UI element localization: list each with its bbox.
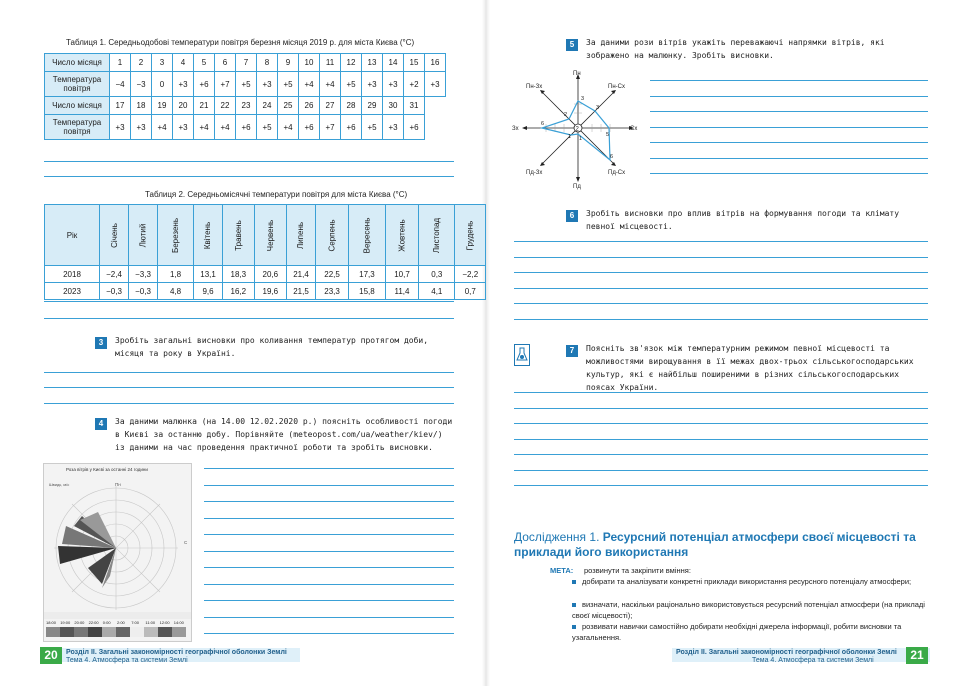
photo-time-label: 18:00 bbox=[46, 620, 57, 625]
answer-line[interactable] bbox=[650, 173, 928, 174]
table2-cell: −2,4 bbox=[100, 266, 129, 283]
table1-cell: 29 bbox=[362, 97, 383, 115]
table1-cell: 16 bbox=[425, 54, 446, 72]
table1-cell: +4 bbox=[194, 115, 215, 140]
wind-value-w: 6 bbox=[541, 121, 545, 127]
table2-cell: 0,3 bbox=[419, 266, 455, 283]
table2-month-header bbox=[419, 205, 455, 266]
research-title bbox=[514, 530, 924, 560]
table1-cell: 15 bbox=[404, 54, 425, 72]
table1-cell: 9 bbox=[278, 54, 299, 72]
table2-month-header bbox=[316, 205, 349, 266]
table1-cell: +5 bbox=[236, 72, 257, 97]
table2-row bbox=[45, 266, 486, 283]
task-7-text: Поясніть зв'язок між температурним режимом певної місцевості та можливостями вирощування в її межах двох-трьох сільськогосподарських культур, які є найбільш поширеними в різних сільськогосподарських поясах України. bbox=[586, 344, 914, 392]
table1-cell: 3 bbox=[152, 54, 173, 72]
task-6-text: Зробіть висновки про вплив вітрів на формування погоди та клімату певної місцевості. bbox=[586, 209, 900, 231]
answer-line[interactable] bbox=[514, 470, 928, 471]
task-7-number: 7 bbox=[566, 345, 578, 357]
table2-cell: 10,7 bbox=[385, 266, 418, 283]
answer-line[interactable] bbox=[650, 80, 928, 81]
table1-cell: 0 bbox=[152, 72, 173, 97]
table1-temp-label-2: Температура повітря bbox=[45, 115, 110, 140]
table1-cell: 2 bbox=[131, 54, 152, 72]
table1-caption: Таблиця 1. Середньодобові температури повітря березня місяця 2019 р. для міста Києва (°C) bbox=[66, 38, 415, 47]
table2-month-label: Грудень bbox=[465, 220, 475, 250]
table1-cell: +6 bbox=[341, 115, 362, 140]
photo-time-label: 7:00 bbox=[131, 620, 139, 625]
table2-month-header bbox=[129, 205, 158, 266]
wind-rose-photo bbox=[43, 463, 192, 642]
answer-line[interactable] bbox=[204, 551, 454, 552]
table2-month-header bbox=[287, 205, 316, 266]
wind-label-nw: Пн-Зх bbox=[526, 84, 543, 90]
wind-rose-chart-image bbox=[44, 464, 191, 641]
answer-line[interactable] bbox=[44, 176, 454, 177]
answer-line[interactable] bbox=[514, 408, 928, 409]
wind-value-ne: 3 bbox=[596, 105, 600, 111]
bullet-icon bbox=[572, 603, 576, 607]
answer-line[interactable] bbox=[514, 241, 928, 242]
right-footer-section: Розділ II. Загальні закономірності географічної оболонки Землі bbox=[676, 649, 897, 656]
table2-cell: 23,3 bbox=[316, 283, 349, 300]
left-footer-topic: Тема 4. Атмосфера та системи Землі bbox=[66, 657, 188, 664]
wind-label-se: Пд-Сх bbox=[608, 170, 626, 176]
wind-label-n: Пн bbox=[573, 71, 581, 77]
goal-bullet-2-text: визначати, наскільки раціонально використовується ресурсний потенціал атмосфери (на прикладі своєї місцевості); bbox=[572, 600, 925, 620]
table2-month-label: Листопад bbox=[432, 217, 442, 253]
answer-line[interactable] bbox=[204, 468, 454, 469]
table1-cell: +6 bbox=[236, 115, 257, 140]
goal-label: МЕТА: bbox=[550, 566, 574, 575]
table1-cell: +3 bbox=[173, 72, 194, 97]
table2-month-label: Травень bbox=[233, 219, 243, 251]
answer-line[interactable] bbox=[650, 158, 928, 159]
wind-label-ne: Пн-Сх bbox=[608, 84, 625, 90]
table1-cell: +2 bbox=[404, 72, 425, 97]
answer-line[interactable] bbox=[204, 600, 454, 601]
table1-cell: 7 bbox=[236, 54, 257, 72]
table2-cell: 13,1 bbox=[194, 266, 223, 283]
answer-line[interactable] bbox=[44, 161, 454, 162]
photo-north-label: Пн bbox=[115, 482, 121, 487]
answer-line[interactable] bbox=[44, 403, 454, 404]
table1-cell: 20 bbox=[173, 97, 194, 115]
wind-value-sw: 1 bbox=[568, 134, 572, 140]
answer-line[interactable] bbox=[204, 485, 454, 486]
task-5-text: За даними рози вітрів укажіть переважаючі напрямки вітрів, які зображено на малюнку. Зробіть висновки. bbox=[586, 38, 885, 60]
table1-cell: 22 bbox=[215, 97, 236, 115]
table2-cell: 22,5 bbox=[316, 266, 349, 283]
table1-cell: 21 bbox=[194, 97, 215, 115]
task-6-number: 6 bbox=[566, 210, 578, 222]
table2-month-label: Жовтень bbox=[397, 218, 407, 252]
left-footer-section: Розділ II. Загальні закономірності географічної оболонки Землі bbox=[66, 649, 287, 656]
answer-line[interactable] bbox=[204, 501, 454, 502]
table1-cell: 28 bbox=[341, 97, 362, 115]
table1-cell: +5 bbox=[257, 115, 278, 140]
answer-line[interactable] bbox=[650, 111, 928, 112]
table1-cell: +3 bbox=[425, 72, 446, 97]
table2-month-header bbox=[223, 205, 255, 266]
wind-label-s: Пд bbox=[573, 184, 581, 190]
wind-label-e: Сх bbox=[630, 126, 638, 132]
page-gutter bbox=[482, 0, 490, 686]
table1-cell: 14 bbox=[383, 54, 404, 72]
wind-center-value: 2 bbox=[575, 126, 579, 133]
table2-month-label: Березень bbox=[171, 217, 181, 253]
table1-cell: +4 bbox=[320, 72, 341, 97]
table1-cell: +6 bbox=[194, 72, 215, 97]
table2-month-label: Липень bbox=[296, 221, 306, 249]
table1-cell: +5 bbox=[341, 72, 362, 97]
answer-line[interactable] bbox=[514, 272, 928, 273]
wind-value-s: 1 bbox=[579, 136, 583, 142]
table1-cell: +3 bbox=[173, 115, 194, 140]
goal-bullet-3-text: розвивати навички самостійно добирати необхідні джерела інформації, робити висновки та узагальнення. bbox=[572, 622, 902, 642]
answer-line[interactable] bbox=[514, 288, 928, 289]
table2 bbox=[44, 204, 486, 300]
right-page-number: 21 bbox=[906, 647, 928, 664]
table2-cell: 4,1 bbox=[419, 283, 455, 300]
goal-bullet-1 bbox=[572, 576, 927, 587]
photo-east-label: С bbox=[184, 540, 188, 545]
research-title-text: Ресурсний потенціал атмосфери своєї місцевості та приклади його використання bbox=[514, 530, 916, 559]
research-title-prefix: Дослідження 1. bbox=[514, 530, 600, 544]
table1-cell: +4 bbox=[278, 115, 299, 140]
table1-cell: +3 bbox=[383, 115, 404, 140]
table1-day-label-2: Число місяця bbox=[45, 97, 110, 115]
table1-cell: 18 bbox=[131, 97, 152, 115]
answer-line[interactable] bbox=[514, 257, 928, 258]
table2-month-header bbox=[455, 205, 486, 266]
answer-line[interactable] bbox=[650, 127, 928, 128]
table1-cell: 4 bbox=[173, 54, 194, 72]
bullet-icon bbox=[572, 580, 576, 584]
table1-cell: 27 bbox=[320, 97, 341, 115]
table2-cell: 9,6 bbox=[194, 283, 223, 300]
photo-time-label: 2:00 bbox=[117, 620, 125, 625]
answer-line[interactable] bbox=[514, 454, 928, 455]
table1-cell: 23 bbox=[236, 97, 257, 115]
answer-line[interactable] bbox=[204, 567, 454, 568]
answer-line[interactable] bbox=[204, 518, 454, 519]
table2-cell: 21,4 bbox=[287, 266, 316, 283]
table1-cell: +4 bbox=[299, 72, 320, 97]
table1-cell: +4 bbox=[215, 115, 236, 140]
table2-row bbox=[45, 283, 486, 300]
table2-cell: 1,8 bbox=[158, 266, 194, 283]
answer-line[interactable] bbox=[44, 387, 454, 388]
answer-line[interactable] bbox=[44, 372, 454, 373]
table2-month-header bbox=[100, 205, 129, 266]
table2-cell: 16,2 bbox=[223, 283, 255, 300]
photo-time-label: 12:00 bbox=[159, 620, 170, 625]
table2-cell: −0,3 bbox=[100, 283, 129, 300]
table1-cell: 24 bbox=[257, 97, 278, 115]
table1-cell: −4 bbox=[110, 72, 131, 97]
table2-cell: −2,2 bbox=[455, 266, 486, 283]
table2-month-header bbox=[194, 205, 223, 266]
goal-bullet-2 bbox=[572, 599, 927, 621]
wind-label-w: Зх bbox=[512, 126, 519, 132]
table2-year-label: Рік bbox=[45, 205, 100, 266]
table2-cell: 15,8 bbox=[349, 283, 386, 300]
table2-caption: Таблиця 2. Середньомісячні температури повітря для міста Києва (°C) bbox=[145, 190, 408, 199]
table1 bbox=[44, 53, 446, 140]
table1-cell: 10 bbox=[299, 54, 320, 72]
table2-cell: 0,7 bbox=[455, 283, 486, 300]
wind-value-e: 5 bbox=[606, 132, 610, 138]
table2-year-cell: 2018 bbox=[45, 266, 100, 283]
table2-cell: 18,3 bbox=[223, 266, 255, 283]
table2-month-header bbox=[349, 205, 386, 266]
answer-line[interactable] bbox=[514, 392, 928, 393]
table2-month-label: Серпень bbox=[327, 218, 337, 252]
table2-month-label: Січень bbox=[109, 222, 119, 248]
table2-cell: −0,3 bbox=[129, 283, 158, 300]
table2-month-label: Червень bbox=[265, 219, 275, 251]
table1-cell: +5 bbox=[362, 115, 383, 140]
table2-cell: 4,8 bbox=[158, 283, 194, 300]
table1-cell: 25 bbox=[278, 97, 299, 115]
photo-time-label: 0:00 bbox=[102, 620, 111, 625]
table2-cell: 21,5 bbox=[287, 283, 316, 300]
photo-time-label: 22:00 bbox=[88, 620, 99, 625]
photo-title: Роза вітрів у Києві за останні 24 години bbox=[66, 467, 148, 472]
table2-month-label: Квітень bbox=[203, 221, 213, 249]
table1-cell: 30 bbox=[383, 97, 404, 115]
table1-cell: 1 bbox=[110, 54, 131, 72]
answer-line[interactable] bbox=[514, 485, 928, 486]
table1-cell: +3 bbox=[257, 72, 278, 97]
table1-cell: 31 bbox=[404, 97, 425, 115]
goal-intro: розвинути та закріпити вміння: bbox=[584, 566, 691, 575]
task-3-number: 3 bbox=[95, 337, 107, 349]
table1-cell: 26 bbox=[299, 97, 320, 115]
table2-cell: 17,3 bbox=[349, 266, 386, 283]
answer-line[interactable] bbox=[650, 142, 928, 143]
table2-month-label: Вересень bbox=[362, 217, 372, 253]
answer-line[interactable] bbox=[204, 633, 454, 634]
table1-cell: +3 bbox=[110, 115, 131, 140]
photo-time-label: 20:00 bbox=[74, 620, 85, 625]
table2-month-header bbox=[254, 205, 286, 266]
table1-cell: +7 bbox=[215, 72, 236, 97]
table1-cell: 5 bbox=[194, 54, 215, 72]
bullet-icon bbox=[572, 625, 576, 629]
table1-cell: 11 bbox=[320, 54, 341, 72]
table2-cell: 19,6 bbox=[254, 283, 286, 300]
answer-line[interactable] bbox=[204, 617, 454, 618]
table2-cell: 20,6 bbox=[254, 266, 286, 283]
answer-line[interactable] bbox=[514, 303, 928, 304]
table1-cell: +7 bbox=[320, 115, 341, 140]
table2-month-header bbox=[158, 205, 194, 266]
table1-cell: 8 bbox=[257, 54, 278, 72]
table2-cell: −3,3 bbox=[129, 266, 158, 283]
task-4-text: За даними малюнка (на 14.00 12.02.2020 р.) поясніть особливості погоди в Києві за останню добу. Порівняйте (meteopost.com/ua/weather/kiev/) із даними на час проведення практичної роботи та зробіть висновки. bbox=[115, 417, 453, 452]
answer-line[interactable] bbox=[204, 584, 454, 585]
table2-month-header bbox=[385, 205, 418, 266]
photo-time-label: 14:00 bbox=[173, 620, 184, 625]
right-footer-topic: Тема 4. Атмосфера та системи Землі bbox=[752, 657, 874, 664]
table1-cell: 17 bbox=[110, 97, 131, 115]
photo-time-label: 19:00 bbox=[60, 620, 71, 625]
answer-line[interactable] bbox=[44, 301, 454, 302]
wind-label-sw: Пд-Зх bbox=[526, 170, 543, 176]
table2-year-cell: 2023 bbox=[45, 283, 100, 300]
task-5-number: 5 bbox=[566, 39, 578, 51]
table1-cell: 13 bbox=[362, 54, 383, 72]
answer-line[interactable] bbox=[204, 534, 454, 535]
table1-cell: +3 bbox=[362, 72, 383, 97]
table1-cell: +3 bbox=[383, 72, 404, 97]
table1-cell: 6 bbox=[215, 54, 236, 72]
answer-line[interactable] bbox=[514, 423, 928, 424]
left-page-number: 20 bbox=[40, 647, 62, 664]
wind-rose-diagram bbox=[512, 66, 644, 190]
table1-temp-label: Температура повітря bbox=[45, 72, 110, 97]
wind-value-se: 6 bbox=[610, 154, 614, 160]
task-3-text: Зробіть загальні висновки про коливання температур протягом доби, місяця та року в Україні. bbox=[115, 336, 429, 358]
table1-cell: +6 bbox=[299, 115, 320, 140]
photo-time-label: 11:00 bbox=[145, 620, 156, 625]
table1-cell: −3 bbox=[131, 72, 152, 97]
answer-line[interactable] bbox=[514, 439, 928, 440]
flask-icon bbox=[514, 344, 530, 366]
table1-day-label: Число місяця bbox=[45, 54, 110, 72]
wind-value-n: 3 bbox=[581, 96, 585, 102]
wind-value-nw: 2 bbox=[564, 112, 568, 118]
answer-line[interactable] bbox=[514, 319, 928, 320]
table1-cell: 19 bbox=[152, 97, 173, 115]
table1-cell: +5 bbox=[278, 72, 299, 97]
goal-bullet-1-text: добирати та аналізувати конкретні приклади використання ресурсного потенціалу атмосфери; bbox=[582, 577, 912, 586]
table1-cell: +6 bbox=[404, 115, 425, 140]
table2-cell: 11,4 bbox=[385, 283, 418, 300]
table1-cell: 12 bbox=[341, 54, 362, 72]
answer-line[interactable] bbox=[650, 96, 928, 97]
answer-line[interactable] bbox=[44, 318, 454, 319]
photo-speed-label: Швидк, м/с bbox=[49, 482, 70, 487]
table2-month-label: Лютий bbox=[138, 223, 148, 247]
task-4-number: 4 bbox=[95, 418, 107, 430]
table1-cell: +4 bbox=[152, 115, 173, 140]
goal-bullet-3 bbox=[572, 621, 927, 643]
table1-cell: +3 bbox=[131, 115, 152, 140]
